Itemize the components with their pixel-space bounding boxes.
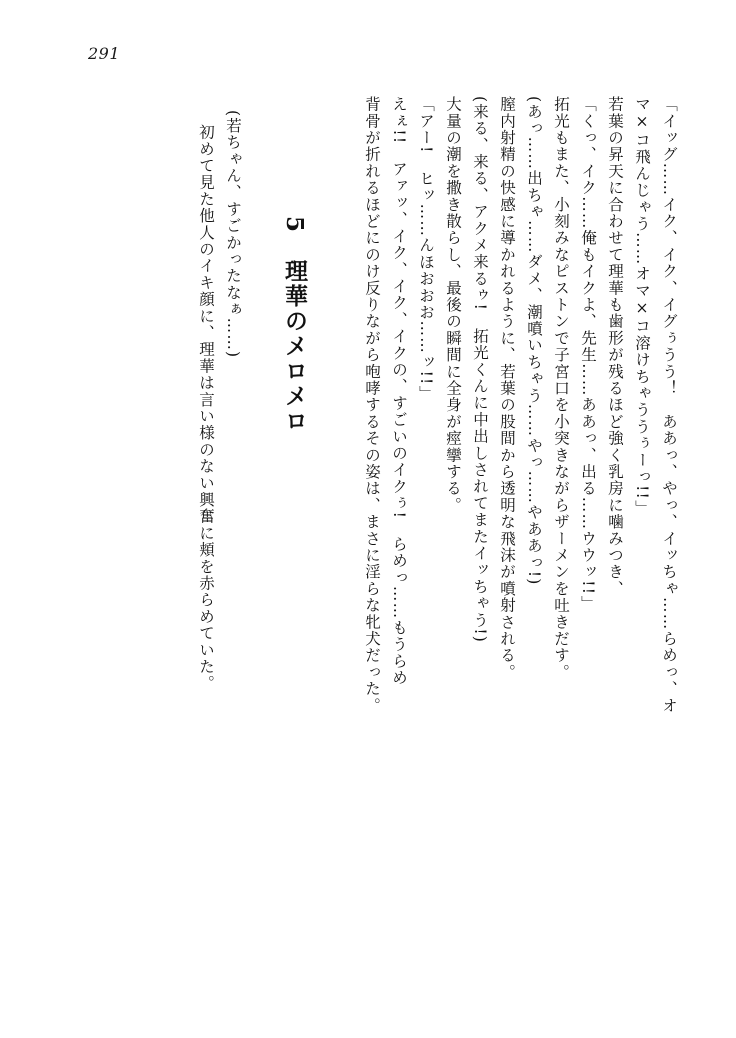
page-number: 291 bbox=[88, 44, 121, 63]
text-column-12: 背骨が折れるほどにのけ反りながら咆哮するその姿は、まさに淫らな牝犬だった。 bbox=[363, 96, 381, 714]
section-heading: 5 理華のメロメロ bbox=[281, 216, 308, 435]
vertical-text-body bbox=[60, 96, 676, 896]
text-column-9: 大量の潮を撒き散らし、最後の瞬間に全身が痙攣する。 bbox=[444, 96, 462, 514]
text-column-3: 若葉の昇天に合わせて理華も歯形が残るほど強く乳房に噛みつき、 bbox=[606, 96, 624, 597]
text-column-14: 初めて見た他人のイキ顔に、理華は言い様のない興奮に頬を赤らめていた。 bbox=[197, 124, 215, 692]
text-column-8: (来る、来る、アクメ来るゥ! 拓光くんに中出しされてまたイッちゃう!) bbox=[471, 96, 489, 644]
text-column-2: マ×コ飛んじゃう……オマ×コ溶けちゃううぅーっ!!」 bbox=[633, 96, 651, 517]
text-column-5: 拓光もまた、小刻みなピストンで子宮口を小突きながらザーメンを吐きだす。 bbox=[552, 96, 570, 681]
text-column-7: 膣内射精の快感に導かれるように、若葉の股間から透明な飛沫が噴射される。 bbox=[498, 96, 516, 681]
text-column-6: (あっ……出ちゃ……ダメ、潮噴いちゃう……やっ……やああっ!) bbox=[525, 96, 543, 586]
text-column-4: 「くっ、イク……俺もイクよ、先生……ああっ、出る……ウウッ!!」 bbox=[579, 96, 597, 612]
text-column-10: 「アー! ヒッ……んほおおお……ッ!!」 bbox=[417, 96, 435, 403]
text-column-11: えぇ!! アァッ、イク、イク、イクの、すごいのイクぅ! らめっ……もうらめ bbox=[390, 96, 408, 687]
column-gap bbox=[306, 96, 352, 896]
text-column-13: (若ちゃん、すごかったなぁ……) bbox=[224, 110, 242, 359]
column-gap-2 bbox=[240, 96, 266, 896]
text-column-1: 「イッグ……イク、イク、イグぅうう！ ああっ、やっ、イッちゃ……らめっ、オ bbox=[660, 96, 678, 714]
